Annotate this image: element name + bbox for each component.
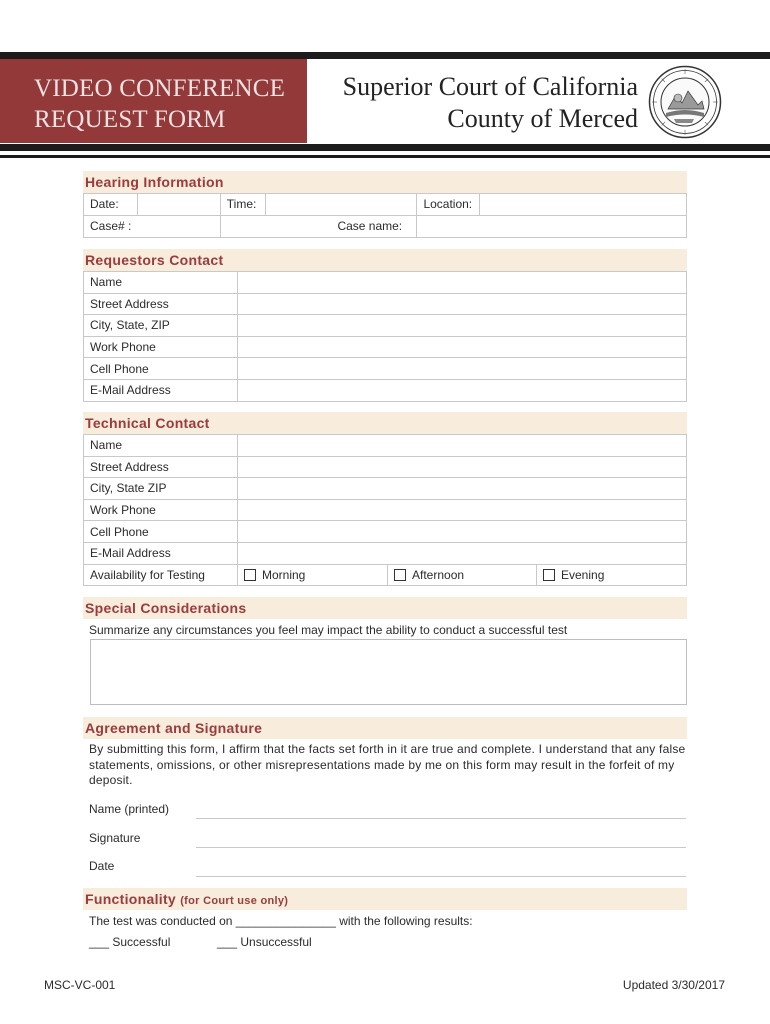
signature-label: Signature	[89, 831, 141, 845]
court-seal-icon	[648, 65, 722, 139]
court-name-line2: County of Merced	[447, 104, 638, 133]
case-name-label: Case name:	[337, 216, 417, 237]
technical-work-phone-field[interactable]	[238, 499, 687, 521]
case-number-label: Case# :	[84, 215, 221, 237]
header-top-bar	[0, 52, 770, 59]
technical-cell-phone-field[interactable]	[238, 521, 687, 543]
morning-label: Morning	[262, 567, 306, 582]
technical-email-field[interactable]	[238, 542, 687, 564]
special-considerations-field[interactable]	[90, 639, 687, 705]
requestor-email-label: E-Mail Address	[84, 379, 238, 401]
technical-name-field[interactable]	[238, 435, 687, 457]
test-conducted-text: The test was conducted on _______________ with the following results:	[89, 914, 473, 928]
technical-street-label: Street Address	[84, 456, 238, 478]
case-name-field[interactable]	[417, 216, 686, 237]
requestor-table	[83, 271, 687, 402]
date-signed-line[interactable]	[196, 876, 686, 877]
requestor-street-label: Street Address	[84, 293, 238, 315]
requestor-cell-phone-field[interactable]	[238, 358, 687, 380]
time-label: Time:	[220, 194, 265, 216]
form-title	[34, 73, 304, 135]
name-printed-label: Name (printed)	[89, 802, 170, 816]
agreement-section-heading: Agreement and Signature	[83, 717, 687, 739]
successful-option: ___ Successful	[89, 935, 171, 949]
requestor-email-field[interactable]	[238, 379, 687, 401]
hearing-table	[83, 193, 687, 238]
morning-checkbox[interactable]	[244, 569, 256, 581]
header-bottom-bar	[0, 144, 770, 151]
evening-checkbox[interactable]	[543, 569, 555, 581]
unsuccessful-option: ___ Unsuccessful	[217, 935, 312, 949]
technical-name-label: Name	[84, 435, 238, 457]
date-label: Date:	[84, 194, 138, 216]
afternoon-option[interactable]	[388, 564, 537, 586]
location-field[interactable]	[480, 194, 687, 216]
requestor-name-field[interactable]	[238, 272, 687, 294]
location-label: Location:	[417, 194, 480, 216]
special-section-heading: Special Considerations	[83, 597, 687, 619]
functionality-heading-text: Functionality	[85, 891, 177, 907]
requestor-city-label: City, State, ZIP	[84, 315, 238, 337]
requestor-work-phone-label: Work Phone	[84, 336, 238, 358]
requestor-section-heading: Requestors Contact	[83, 249, 687, 271]
requestor-name-label: Name	[84, 272, 238, 294]
form-title-line2: REQUEST FORM	[34, 106, 226, 133]
date-field[interactable]	[137, 194, 220, 216]
form-title-line1: VIDEO CONFERENCE	[34, 75, 286, 102]
technical-email-label: E-Mail Address	[84, 542, 238, 564]
availability-label: Availability for Testing	[84, 564, 238, 586]
technical-table	[83, 434, 687, 586]
name-printed-line[interactable]	[196, 818, 686, 819]
time-field[interactable]	[265, 194, 417, 216]
requestor-street-field[interactable]	[238, 293, 687, 315]
technical-street-field[interactable]	[238, 456, 687, 478]
requestor-work-phone-field[interactable]	[238, 336, 687, 358]
requestor-city-field[interactable]	[238, 315, 687, 337]
hearing-section-heading: Hearing Information	[83, 171, 687, 193]
signature-line[interactable]	[196, 847, 686, 848]
technical-work-phone-label: Work Phone	[84, 499, 238, 521]
requestor-cell-phone-label: Cell Phone	[84, 358, 238, 380]
afternoon-checkbox[interactable]	[394, 569, 406, 581]
technical-section-heading: Technical Contact	[83, 412, 687, 434]
court-name-line1: Superior Court of California	[342, 72, 638, 101]
agreement-text: By submitting this form, I affirm that the facts set forth in it are true and complete. I understand that any false statements, omissions, or other misrepresentations made by me on this form may result in the forfeit of my deposit.	[89, 742, 686, 788]
date-signed-label: Date	[89, 859, 115, 873]
technical-cell-phone-label: Cell Phone	[84, 521, 238, 543]
technical-city-label: City, State ZIP	[84, 478, 238, 500]
functionality-section-heading	[83, 888, 687, 910]
case-name-cell	[337, 215, 687, 237]
header-bottom-rule	[0, 155, 770, 158]
functionality-heading-note: (for Court use only)	[180, 895, 289, 907]
morning-option[interactable]	[238, 564, 388, 586]
special-prompt: Summarize any circumstances you feel may impact the ability to conduct a successful test	[89, 623, 568, 637]
afternoon-label: Afternoon	[412, 567, 465, 582]
technical-city-field[interactable]	[238, 478, 687, 500]
updated-date: Updated 3/30/2017	[622, 978, 725, 992]
court-name	[343, 71, 638, 135]
evening-option[interactable]	[537, 564, 687, 586]
evening-label: Evening	[561, 567, 605, 582]
form-code: MSC-VC-001	[44, 978, 116, 992]
